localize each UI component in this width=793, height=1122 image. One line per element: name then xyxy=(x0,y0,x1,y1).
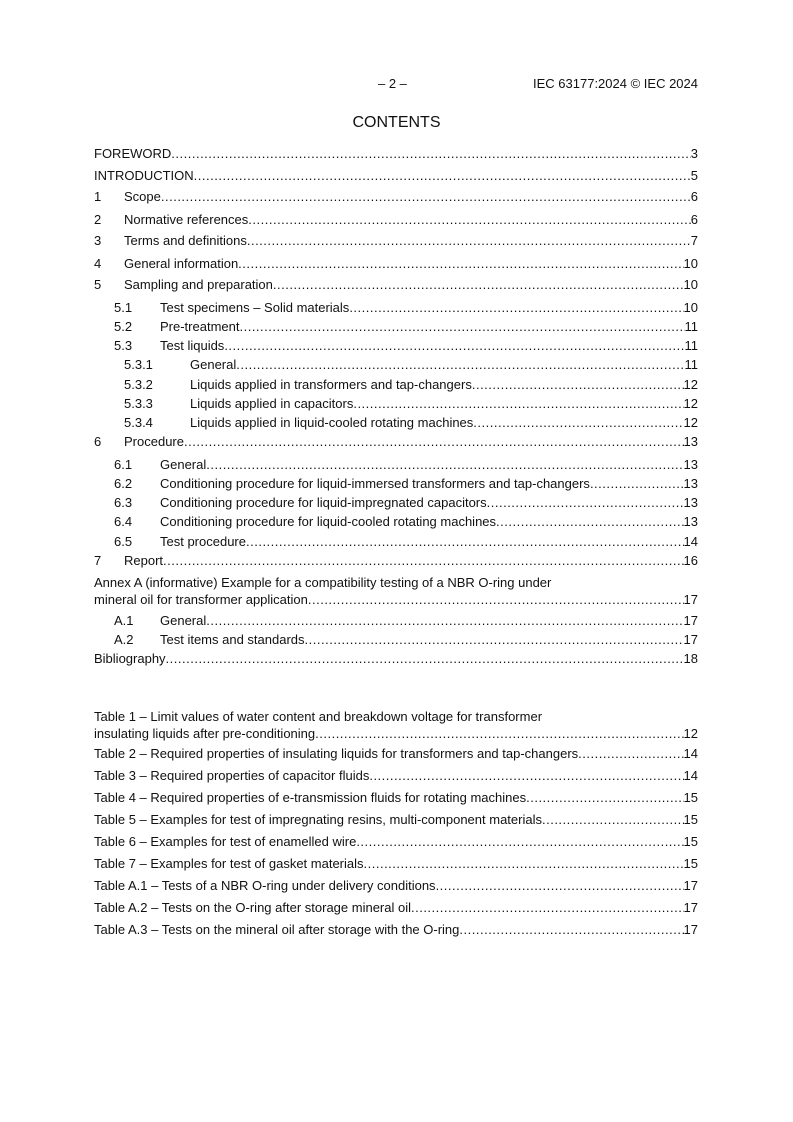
entry-number: 5.2 xyxy=(114,319,133,334)
entry-page[interactable]: 11 xyxy=(684,338,698,353)
dot-leader xyxy=(273,277,684,293)
dot-leader xyxy=(206,457,683,473)
entry-line xyxy=(94,592,698,608)
toc-entry[interactable] xyxy=(94,553,698,569)
entry-title[interactable]: FOREWORD xyxy=(94,146,172,161)
entry-page[interactable]: 13 xyxy=(683,495,698,510)
entry-line xyxy=(160,300,698,316)
dot-leader xyxy=(238,256,683,272)
dot-leader xyxy=(308,592,684,608)
dot-leader xyxy=(364,856,684,872)
dot-leader xyxy=(472,377,684,393)
document-id: IEC 63177:2024 © IEC 2024 xyxy=(533,76,698,91)
entry-page[interactable]: 13 xyxy=(683,457,698,472)
dot-leader xyxy=(206,613,683,629)
entry-page[interactable]: 17 xyxy=(683,922,698,937)
dot-leader xyxy=(590,476,684,492)
dot-leader xyxy=(246,534,684,550)
toc-entry[interactable] xyxy=(94,592,698,608)
entry-title[interactable]: Procedure xyxy=(124,434,184,449)
entry-number: 6.2 xyxy=(114,476,133,491)
entry-line xyxy=(160,476,698,492)
entry-title[interactable]: Table 4 – Required properties of e-transmission fluids for rotating machines xyxy=(94,790,527,805)
entry-line xyxy=(94,168,698,184)
entry-page[interactable]: 13 xyxy=(683,434,698,449)
entry-line xyxy=(160,495,698,511)
entry-page[interactable]: 15 xyxy=(683,812,698,827)
entry-title-line1[interactable]: Annex A (informative) Example for a compatibility testing of a NBR O-ring under xyxy=(94,575,552,590)
entry-number: 4 xyxy=(94,256,102,271)
entry-page[interactable]: 14 xyxy=(683,768,698,783)
entry-number: 5.3.3 xyxy=(124,396,153,411)
entry-title[interactable]: Table 6 – Examples for test of enamelled wire xyxy=(94,834,357,849)
entry-page[interactable]: 11 xyxy=(684,357,698,372)
entry-title[interactable]: Scope xyxy=(124,189,161,204)
entry-number: 5.3 xyxy=(114,338,133,353)
entry-title[interactable]: Table 2 – Required properties of insulating liquids for transformers and tap-changers xyxy=(94,746,579,761)
entry-title[interactable]: Bibliography xyxy=(94,651,166,666)
entry-line xyxy=(160,338,698,354)
entry-page[interactable]: 3 xyxy=(690,146,698,161)
toc-entry[interactable] xyxy=(94,457,698,473)
entry-title[interactable]: Table 7 – Examples for test of gasket materials xyxy=(94,856,364,871)
entry-title[interactable]: Conditioning procedure for liquid-cooled rotating machines xyxy=(160,514,497,529)
toc-entry[interactable] xyxy=(94,746,698,762)
toc-entry[interactable] xyxy=(94,856,698,872)
entry-number: 6.1 xyxy=(114,457,133,472)
entry-page[interactable]: 18 xyxy=(683,651,698,666)
entry-title-line1[interactable]: Table 1 – Limit values of water content and breakdown voltage for transformer xyxy=(94,709,543,724)
entry-title[interactable]: Conditioning procedure for liquid-impregnated capacitors xyxy=(160,495,487,510)
entry-page[interactable]: 15 xyxy=(683,790,698,805)
entry-title[interactable]: insulating liquids after pre-conditioning xyxy=(94,726,316,741)
toc-entry[interactable] xyxy=(94,651,698,667)
entry-line xyxy=(94,900,698,916)
entry-page[interactable]: 5 xyxy=(690,168,698,183)
toc-entry[interactable] xyxy=(94,415,698,431)
dot-leader xyxy=(315,726,683,742)
entry-line xyxy=(124,256,698,272)
entry-line xyxy=(160,534,698,550)
toc-entry[interactable] xyxy=(94,212,698,228)
entry-title[interactable]: General xyxy=(160,457,207,472)
entry-line xyxy=(124,434,698,450)
toc-entry[interactable] xyxy=(94,900,698,916)
entry-title[interactable]: Table A.1 – Tests of a NBR O-ring under delivery conditions xyxy=(94,878,436,893)
entry-page[interactable]: 12 xyxy=(683,726,698,741)
entry-title[interactable]: General xyxy=(190,357,237,372)
toc-entry[interactable] xyxy=(94,878,698,894)
entry-title[interactable]: Liquids applied in liquid-cooled rotating machines xyxy=(190,415,474,430)
entry-page[interactable]: 17 xyxy=(683,878,698,893)
toc-entry[interactable] xyxy=(94,277,698,293)
dot-leader xyxy=(436,878,684,894)
entry-page[interactable]: 17 xyxy=(683,900,698,915)
dot-leader xyxy=(356,834,683,850)
entry-line xyxy=(94,790,698,806)
entry-number: 6 xyxy=(94,434,102,449)
entry-page[interactable]: 12 xyxy=(683,396,698,411)
entry-page[interactable]: 15 xyxy=(683,856,698,871)
toc-entry[interactable] xyxy=(94,514,698,530)
dot-leader xyxy=(349,300,683,316)
toc-entry[interactable] xyxy=(94,434,698,450)
entry-number: 5.3.1 xyxy=(124,357,153,372)
dot-leader xyxy=(171,146,690,162)
entry-title[interactable]: Table 5 – Examples for test of impregnating resins, multi-component materials xyxy=(94,812,542,827)
toc-entry[interactable] xyxy=(94,357,698,373)
entry-number: 3 xyxy=(94,233,102,248)
entry-page[interactable]: 7 xyxy=(690,233,698,248)
entry-line xyxy=(94,856,698,872)
dot-leader xyxy=(542,812,684,828)
entry-line xyxy=(124,553,698,569)
dot-leader xyxy=(224,338,684,354)
entry-line xyxy=(190,357,698,373)
toc-entry[interactable] xyxy=(94,534,698,550)
entry-page[interactable]: 6 xyxy=(690,212,698,227)
entry-page[interactable]: 12 xyxy=(683,415,698,430)
entry-line xyxy=(94,146,698,162)
entry-title[interactable]: Test specimens – Solid materials xyxy=(160,300,350,315)
entry-line xyxy=(160,514,698,530)
page-number: – 2 – xyxy=(378,76,407,91)
dot-leader xyxy=(459,922,683,938)
entry-line xyxy=(94,768,698,784)
entry-title[interactable]: Sampling and preparation xyxy=(124,277,273,292)
toc-entry[interactable] xyxy=(94,476,698,492)
toc-entry[interactable] xyxy=(94,168,698,184)
entry-line xyxy=(124,212,698,228)
toc-entry[interactable] xyxy=(94,812,698,828)
entry-line xyxy=(124,233,698,249)
entry-title[interactable]: Pre-treatment xyxy=(160,319,240,334)
entry-page[interactable]: 17 xyxy=(683,592,698,607)
entry-page[interactable]: 10 xyxy=(683,300,698,315)
dot-leader xyxy=(166,651,684,667)
entry-line xyxy=(94,812,698,828)
entry-title[interactable]: Test procedure xyxy=(160,534,246,549)
entry-line xyxy=(94,834,698,850)
entry-title[interactable]: Terms and definitions xyxy=(124,233,247,248)
entry-title[interactable]: General xyxy=(160,613,207,628)
entry-line xyxy=(190,415,698,431)
dot-leader xyxy=(305,632,684,648)
entry-title[interactable]: Table 3 – Required properties of capacitor fluids xyxy=(94,768,370,783)
entry-title[interactable]: General information xyxy=(124,256,239,271)
toc-entry[interactable] xyxy=(94,256,698,272)
entry-title[interactable]: mineral oil for transformer application xyxy=(94,592,308,607)
entry-page[interactable]: 13 xyxy=(683,476,698,491)
entry-title[interactable]: Normative references xyxy=(124,212,249,227)
entry-line xyxy=(94,746,698,762)
entry-title[interactable]: Liquids applied in capacitors xyxy=(190,396,354,411)
entry-line xyxy=(124,277,698,293)
dot-leader xyxy=(526,790,683,806)
entry-page[interactable]: 12 xyxy=(683,377,698,392)
dot-leader xyxy=(194,168,691,184)
toc-entry[interactable] xyxy=(94,189,698,205)
entry-number: 5.3.2 xyxy=(124,377,153,392)
entry-page[interactable]: 15 xyxy=(683,834,698,849)
entry-title[interactable]: Liquids applied in transformers and tap-changers xyxy=(190,377,472,392)
entry-line xyxy=(124,189,698,205)
toc-entry[interactable] xyxy=(94,146,698,162)
toc-entry[interactable] xyxy=(94,613,698,629)
toc-entry[interactable] xyxy=(94,377,698,393)
toc-entry[interactable] xyxy=(94,834,698,850)
toc-entry[interactable] xyxy=(94,396,698,412)
toc-entry[interactable] xyxy=(94,319,698,335)
dot-leader xyxy=(411,900,684,916)
toc-entry[interactable] xyxy=(94,632,698,648)
entry-title[interactable]: Test liquids xyxy=(160,338,225,353)
toc-entry[interactable] xyxy=(94,300,698,316)
entry-number: 5 xyxy=(94,277,102,292)
dot-leader xyxy=(487,495,684,511)
entry-title[interactable]: Table A.2 – Tests on the O-ring after storage mineral oil xyxy=(94,900,411,915)
entry-number: 1 xyxy=(94,189,102,204)
entry-title[interactable]: Conditioning procedure for liquid-immersed transformers and tap-changers xyxy=(160,476,590,491)
toc-entry[interactable] xyxy=(94,233,698,249)
toc-entry[interactable] xyxy=(94,768,698,784)
entry-number: 6.3 xyxy=(114,495,133,510)
entry-number: A.2 xyxy=(114,632,134,647)
dot-leader xyxy=(578,746,683,762)
entry-line xyxy=(160,613,698,629)
dot-leader xyxy=(184,434,684,450)
entry-title[interactable]: Report xyxy=(124,553,164,568)
toc-entry[interactable] xyxy=(94,495,698,511)
entry-line xyxy=(160,457,698,473)
entry-page[interactable]: 6 xyxy=(690,189,698,204)
dot-leader xyxy=(163,553,684,569)
entry-page[interactable]: 17 xyxy=(683,632,698,647)
entry-number: 2 xyxy=(94,212,102,227)
dot-leader xyxy=(161,189,691,205)
toc-entry[interactable] xyxy=(94,922,698,938)
entry-title[interactable]: Table A.3 – Tests on the mineral oil after storage with the O-ring xyxy=(94,922,460,937)
entry-line xyxy=(190,377,698,393)
entry-line xyxy=(94,651,698,667)
dot-leader xyxy=(369,768,683,784)
entry-line xyxy=(94,922,698,938)
dot-leader xyxy=(247,233,691,249)
dot-leader xyxy=(236,357,684,373)
entry-number: 7 xyxy=(94,553,102,568)
entry-page[interactable]: 13 xyxy=(683,514,698,529)
page-title: CONTENTS xyxy=(352,114,441,131)
dot-leader xyxy=(239,319,684,335)
dot-leader xyxy=(473,415,683,431)
dot-leader xyxy=(248,212,690,228)
entry-page[interactable]: 14 xyxy=(683,746,698,761)
entry-number: 5.1 xyxy=(114,300,133,315)
entry-line xyxy=(190,396,698,412)
dot-leader xyxy=(353,396,683,412)
entry-page[interactable]: 10 xyxy=(683,256,698,271)
entry-page[interactable]: 17 xyxy=(683,613,698,628)
entry-title[interactable]: Test items and standards xyxy=(160,632,305,647)
entry-line xyxy=(94,878,698,894)
entry-line xyxy=(160,319,698,335)
entry-line xyxy=(94,726,698,742)
entry-number: A.1 xyxy=(114,613,134,628)
entry-page[interactable]: 10 xyxy=(683,277,698,292)
entry-page[interactable]: 14 xyxy=(683,534,698,549)
toc-entry[interactable] xyxy=(94,726,698,742)
toc-entry[interactable] xyxy=(94,790,698,806)
entry-page[interactable]: 16 xyxy=(683,553,698,568)
entry-number: 5.3.4 xyxy=(124,415,153,430)
entry-title[interactable]: INTRODUCTION xyxy=(94,168,194,183)
entry-number: 6.5 xyxy=(114,534,133,549)
entry-line xyxy=(160,632,698,648)
entry-number: 6.4 xyxy=(114,514,133,529)
toc-entry[interactable] xyxy=(94,338,698,354)
dot-leader xyxy=(496,514,683,530)
entry-page[interactable]: 11 xyxy=(684,319,698,334)
